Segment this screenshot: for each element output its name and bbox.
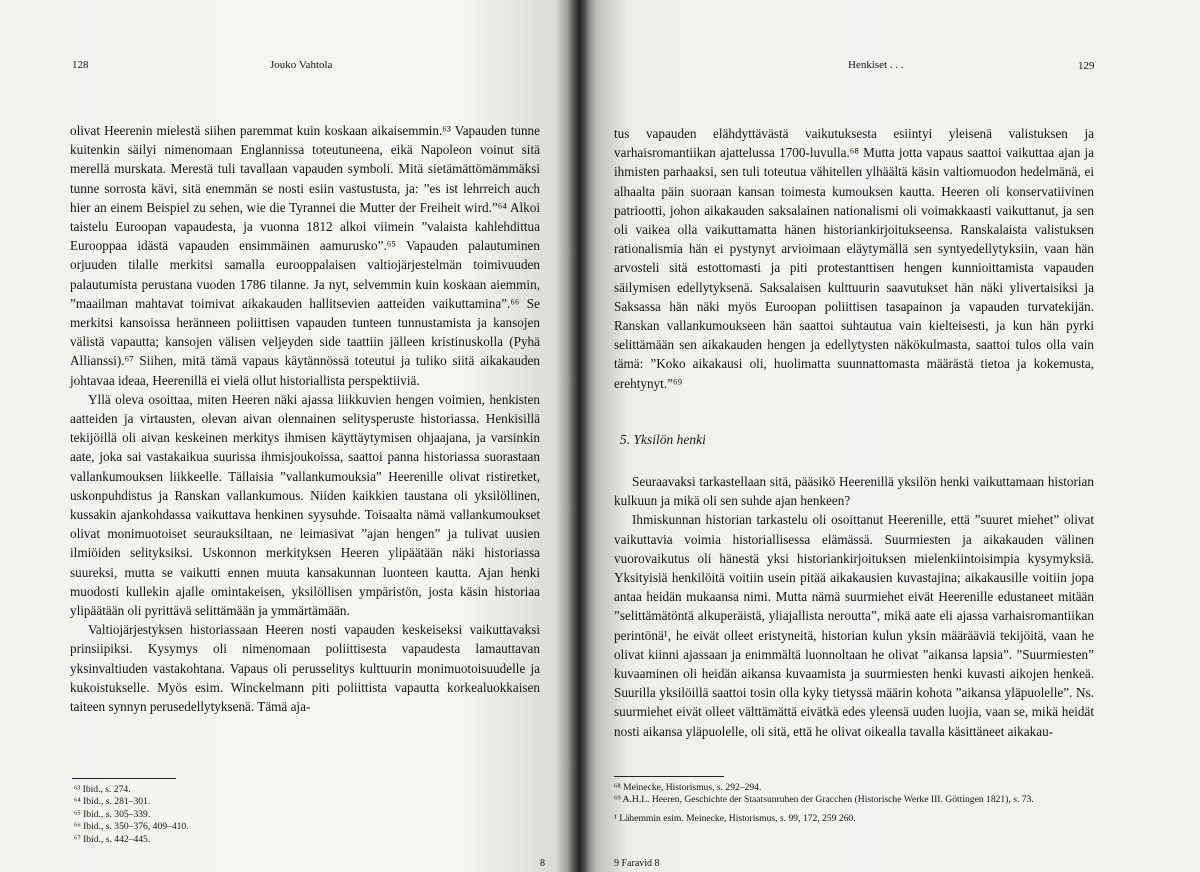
footnote-69: ⁶⁹ A.H.L. Heeren, Geschichte der Staatsunruhen der Gracchen (Historische Werke III. Göttingen 1821), s. 73. [614,794,1034,806]
left-page [0,0,578,872]
footnote-65: ⁶⁵ Ibid., s. 305–339. [74,808,151,820]
right-paragraph-1: Seuraavaksi tarkastellaan sitä, pääsikö Heerenillä yksilön henki vaikuttamaan historian kulkuun ja mikä oli sen suhde ajan henkeen? [614,474,1094,509]
right-footnote-rule [614,776,724,777]
right-paragraph-top: tus vapauden elähdyttävästä vaikutuksesta esiintyi yleisenä valistuksen ja varhaisromantiikan ajattelussa 1700-luvulla.⁶⁸ Mutta jotta vapaus saattoi vaikuttaa ajan ja ihmisten parhaaksi, sen tuli toteutua vähitellen ylhäältä käsin valtiomuodon hedelmänä, ei alhaalta päin suoraan kansan toimesta kumouksen kautta. Heeren oli konservatiivinen patriootti, johon aikakauden saksalainen nationalismi oli voimakkaasti vaikuttanut, ja sen oli vaikea olla vaikuttamatta hänen historiankirjoitukseensa. Ranskalaista valistuksen rationalismia hän ei pystynyt arvioimaan eläytymällä sen syntyedellytyksiin, vaan hän arvosteli sitä estottomasti ja piti protestanttisen hengen kunnioittamista vapauden säilymisen edellytyksenä. Saksalaisen kulttuurin saavutukset hän näki ylivertaisiksi ja Saksassa hän näki myös Euroopan poliittisen tasapainon ja vapauden turvatekijän. Ranskan vallankumoukseen hän saattoi suhtautua vain kielteisesti, ja kun hän pyrki selittämään sen aikakauden hengen ja edellytysten näkökulmasta, saattoi tulos olla vain tämä: ”Koko aikakausi oli, huolimatta suunnattomasta määrästä tietoa ja kokemusta, erehtynyt.”⁶⁹ [614,126,1094,391]
book-gutter [568,0,590,872]
footnote-68: ⁶⁸ Meinecke, Historismus, s. 292–294. [614,782,762,793]
left-signature-mark: 8 [540,858,545,869]
right-paragraph-2: Ihmiskunnan historian tarkastelu oli osoittanut Heerenille, että ”suuret miehet” olivat vaikuttavia voimia historiallisessa elämässä. Suurmiesten ja aikakauden välinen vuorovaikutus oli hänestä yksi historiankirjoituksen mielenkiintoisimpia kysymyksiä. Yksityisiä henkilöitä voitiin usein pitää aikakausien kuvastajina; aikakausille voitiin jopa antaa heidän mukaansa nimi. Mutta nämä suurmiehet eivät Heerenille edustaneet mitään ”selittämätöntä alkuperäistä, yliajallista neroutta”, mikä aate eli ajassa varhaisromantiikan perintönä¹, he eivät olleet eristyneitä, historian kulun yksin määrääviä tekijöitä, vaan he olivat kiinni ajassaan ja enimmältä luonnoltaan he olivat ”aikansa lapsia”. ”Suurmiesten” kuvaaminen oli heidän aikansa kuvaamista ja suurmiesten henki kuvasti aikojen henkeä. Suurilla yksilöillä saattoi tosin olla kyky tietyssä määrin kohota ”aikansa yläpuolelle”. Ns. suurmiehet eivät olleet välttämättä eivätkä edes yleensä uuden luojia, vaan se, mikä heidät nosti aikansa yläpuolelle, oli sitä, että he olivat oikealla tavalla käsittäneet aikakau- [614,512,1094,739]
right-page-number: 129 [1078,60,1095,72]
section-title: 5. Yksilön henki [620,432,706,447]
left-body-text [70,121,540,716]
right-signature-mark: 9 Faravid 8 [614,858,660,869]
footnote-1: ¹ Lähemmin esim. Meinecke, Historismus, s. 99, 172, 259 260. [614,812,856,824]
footnote-63: ⁶³ Ibid., s. 274. [74,784,131,795]
left-paragraph-2: Yllä oleva osoittaa, miten Heeren näki ajassa liikkuvien hengen voimien, henkisten aatteiden ja virtausten, olevan aivan olennainen selitysperuste historiassa. Henkisillä tekijöillä oli aivan keskeinen merkitys ihmisen käyttäytymisen ohjaajana, ja varsinkin aate, joka sai vastakaikua suurissa ihmisjoukoissa, saattoi panna historiassa suorastaan vallankumouksen liikkeelle. Tällaisia ”vallankumouksia” Heerenille olivat ristiretket, uskonpuhdistus ja Ranskan vallankumous. Niiden kaikkien taustana oli yksilöllinen, kussakin ajankohdassa vaikuttava henkinen syysuhde. Toisaalta nämä vallankumoukset olivat monimuotoiset seurauksiltaan, ne leimasivat ”ajan hengen” ja tulivat uusien ilmiöiden selityksiksi. Uskonnon merkityksen Heeren ylipäätään näki historiassa suureksi, mutta se vaikutti ennen muuta kansakunnan luonteen kautta. Ajan henki muodosti kullekin ajalle omintakeisen, yksilöllisen ympäristön, josta käsin historiaa ylipäätään oli pyrittävä selittämään ja ymmärtämään. [70,391,540,619]
left-page-number: 128 [72,59,89,71]
footnote-66: ⁶⁶ Ibid., s. 350–376, 409–410. [74,821,189,833]
left-footnote-rule [72,778,176,779]
footnote-64: ⁶⁴ Ibid., s. 281–301. [74,796,151,808]
right-footnotes [614,782,1034,825]
right-running-head: Henkiset . . . [848,59,904,71]
right-page [578,0,1200,872]
footnote-67: ⁶⁷ Ibid., s. 442–445. [74,833,151,845]
left-footnotes [74,784,189,846]
right-body-section [614,472,1094,741]
left-running-head: Jouko Vahtola [270,59,333,71]
left-paragraph-1: olivat Heerenin mielestä siihen paremmat kuin koskaan aikaisemmin.⁶³ Vapauden tunne kuitenkin säilyi nimenomaan Englannissa toteutuneena, eikä Napoleon voinut sitä merellä murskata. Merestä tuli tavallaan vapauden symboli. Mitä sietämättömämmäksi tunne sorrosta kävi, sitä enemmän se nosti esiin vastustusta, ja: ”es ist lehrreich auch hier an einem Beispiel zu sehen, wie die Tyrannei die Mutter der Freiheit wird.”⁶⁴ Alkoi taistelu Euroopan vapaudesta, ja vuonna 1812 alkoi viimein ”valaista kahlehdittua Eurooppaa idästä vapauden ensimmäinen aamurusko”.⁶⁵ Vapauden palautuminen orjuuden tilalle merkitsi samalla eurooppalaisen valtiojärjestelmän toimivuuden palautumista perustana vuoden 1786 tilanne. Ja nyt, selvemmin kuin koskaan aiemmin, ”maailman mahtavat toimivat aikakauden hallitsevien aatteiden vaikuttamina”.⁶⁶ Se merkitsi kansoissa heränneen poliittisen vapauden tunteen tunnustamista ja kansojen välistä vapautta; kansojen välisen veljeyden side taattiin jälleen kristinuskolla (Pyhä Allianssi).⁶⁷ Siihen, mitä tämä vapaus käytännössä toteutui ja tuliko siitä aikakauden johtavaa ideaa, Heerenillä ei vielä ollut historiallista perspektiiviä. [70,123,540,388]
right-body-top [614,124,1094,393]
left-paragraph-3: Valtiojärjestyksen historiassaan Heeren nosti vapauden keskeiseksi vaikuttavaksi prinsiipiksi. Kysymys oli nimenomaan poliittisesta vapaudesta lamauttavan yksinvaltiuden vastakohtana. Vapaus oli perusselitys kulttuurin monimuotoisuudelle ja kukoistukselle. Myös esim. Winckelmann piti poliittista vapautta korkealuokkaisen taiteen synnyn perusedellytyksenä. Tämä aja- [70,622,540,715]
